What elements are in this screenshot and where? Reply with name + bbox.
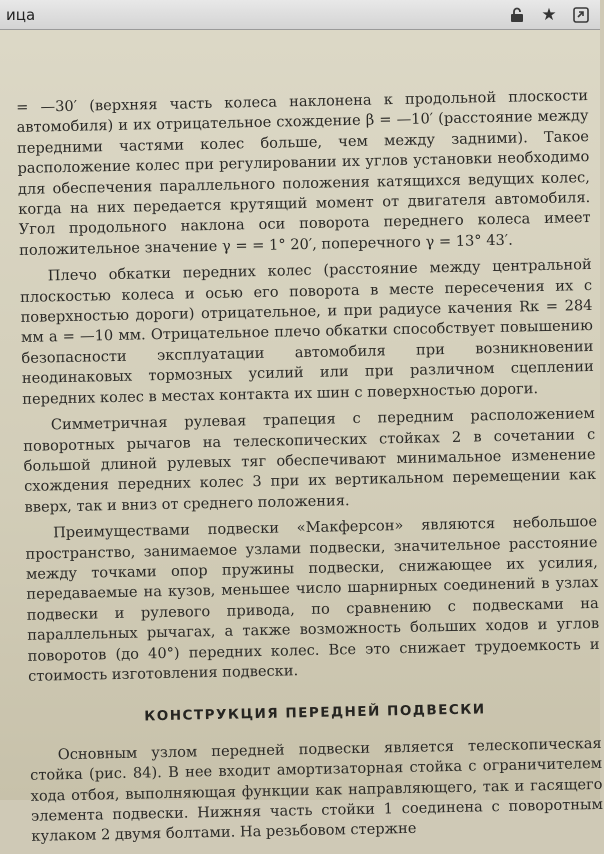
paragraph-2: Плечо обкатки передних колес (расстояние между центральной плоскостью колеса и осью его поворота в месте пересечения их с поверхностью дороги) отрицательное, и при радиусе качения Rк = 284 мм a = —10 мм. Отрицательное плечо обкатки способствует повышению безопасности эксплуатации автомобиля при возникновении неодинаковых тормозных усилий или при различном сцеплении передних колес в местах контакта их шин с поверхностью дороги. xyxy=(19,256,594,408)
menu-icon[interactable] xyxy=(570,4,592,26)
paragraph-5: Основным узлом передней подвески является телескопическая стойка (рис. 84). В нее входит амортизаторная стойка с ограничителем хода отбоя, выполняющая функции как направляющего, так и гасящего элемента подвески. Нижняя часть стойки 1 соединена с поворотным кулаком 2 двумя болтами. На резьбовом стержне xyxy=(30,734,604,846)
paragraph-3: Симметричная рулевая трапеция с передним расположением поворотных рычагов на телескопических стойках 2 в сочетании с большой длиной рулевых тяг обеспечивают минимальное изменение схождения передних колес 3 при их вертикальном перемещении как вверх, так и вниз от среднего положения. xyxy=(23,405,597,516)
section-heading: КОНСТРУКЦИЯ ПЕРЕДНЕЙ ПОДВЕСКИ xyxy=(144,701,486,725)
paragraph-4: Преимуществами подвески «Макферсон» являются небольшое пространство, занимаемое узлами подвески, значительное расстояние между точками опор пружины подвески, снижающее их усилия, передаваемые на кузов, меньшее число шарнирных соединений в узлах подвески и рулевого привода, по сравнению с подвесками на параллельных рычагах, а также возможность больших ходов и углов поворотов (до 40°) передних колес. Все это снижает трудоемкость и стоимость изготовления подвески. xyxy=(25,513,600,685)
browser-toolbar xyxy=(0,0,600,30)
tab-title[interactable]: ица xyxy=(6,5,36,24)
paragraph-1: = —30′ (верхняя часть колеса наклонена к продольной плоскости автомобиля) и их отрицательное схождение β = —10′ (расстояние между передними частями колес больше, чем между задними). Такое расположение колес при регулировании их углов установки необходимо для обеспечения параллельного положения катящихся ведущих колес, когда на них передается крутящий момент от двигателя автомобиля. Угол продольного наклона оси поворота переднего колеса имеет положительное значение γ = = 1° 20′, поперечного γ = 13° 43′. xyxy=(16,87,591,259)
book-page xyxy=(0,30,604,846)
lock-icon[interactable] xyxy=(506,4,528,26)
star-icon[interactable]: ★ xyxy=(541,4,557,25)
page-text xyxy=(16,86,604,854)
